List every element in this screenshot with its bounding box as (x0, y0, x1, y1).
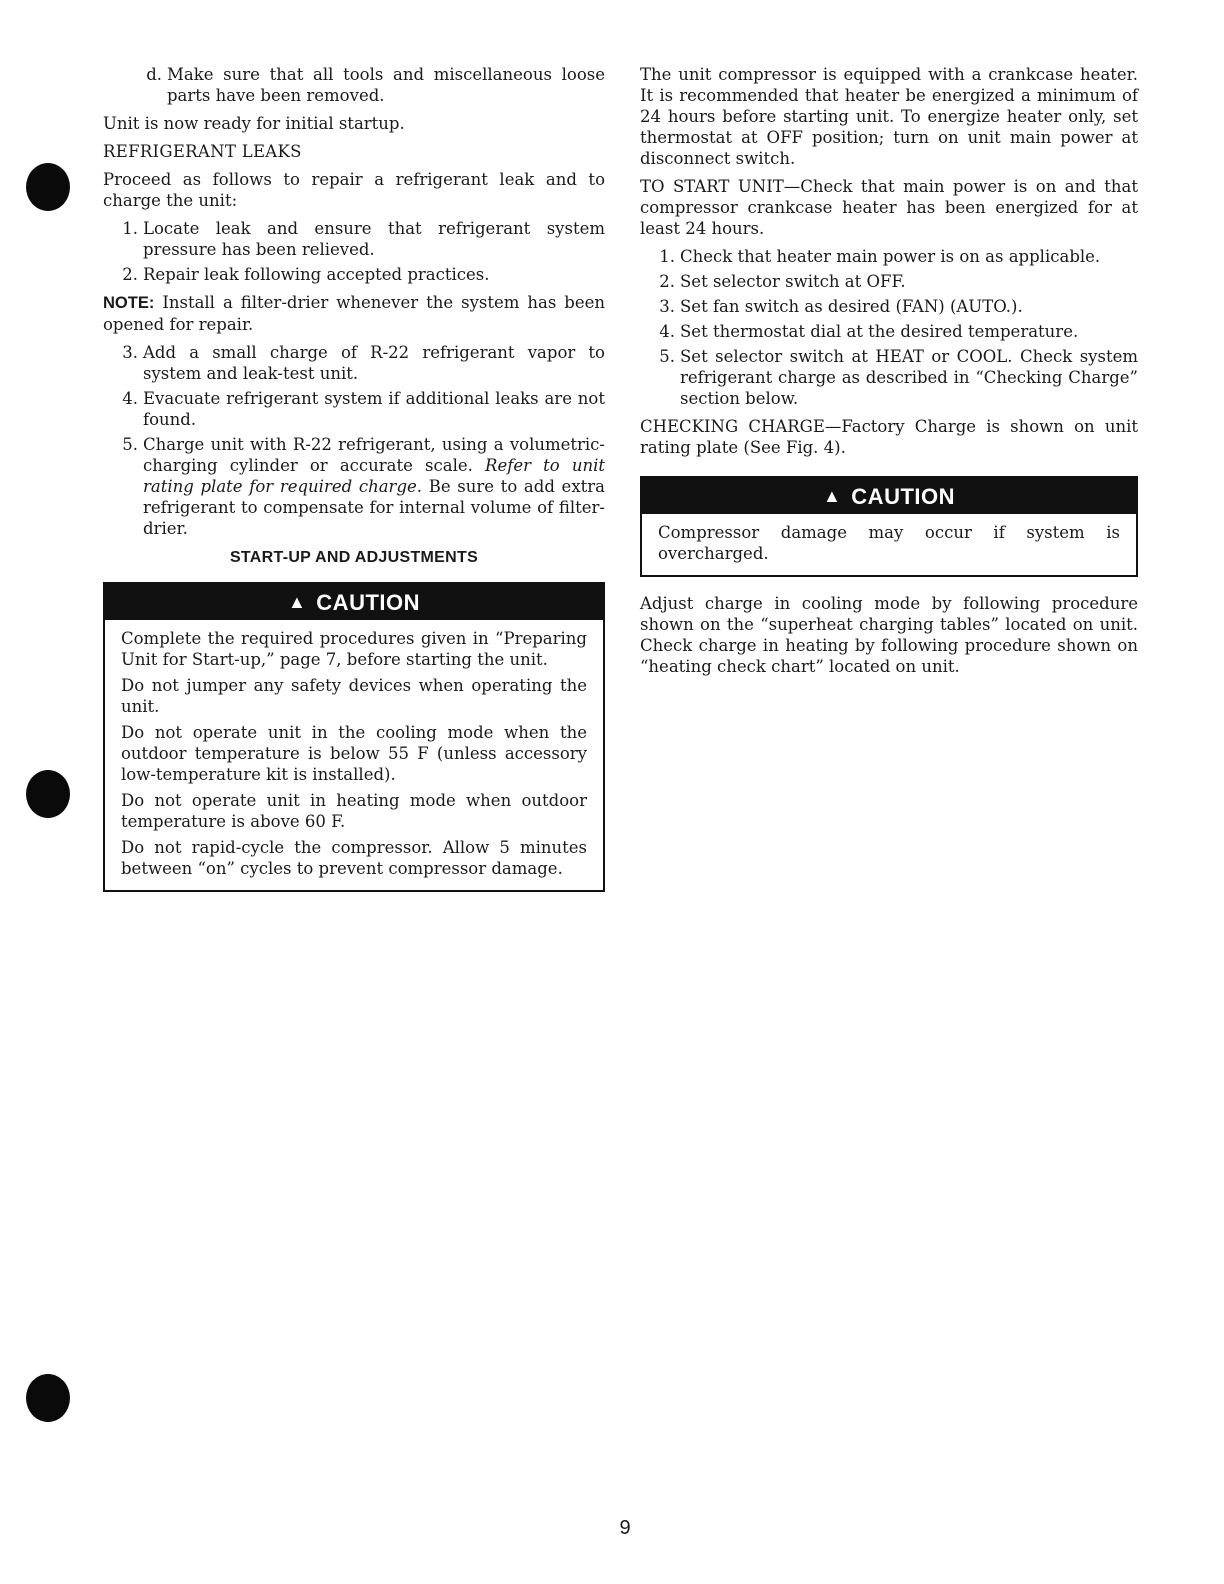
step-text: Set selector switch at OFF. (680, 272, 906, 291)
step5-text-pre: Charge unit with R-22 refrigerant, using a volumetric-charging cylinder or accurate scale. (143, 435, 605, 475)
start-steps (640, 246, 1138, 409)
item-d-number: d. (146, 65, 162, 84)
step-number: 5. (659, 347, 675, 366)
step-text: Add a small charge of R-22 refrigerant vapor to system and leak-test unit. (143, 343, 605, 383)
crankcase-text: The unit compressor is equipped with a crankcase heater. It is recommended that heater be energized a minimum of 24 hours before starting unit. To energize heater only, set thermostat at OFF position; turn on unit main power at disconnect switch. (640, 65, 1138, 168)
to-start-text: TO START UNIT—Check that main power is on and that compressor crankcase heater has been energized for at least 24 hours. (640, 177, 1138, 238)
list-item (640, 321, 1138, 342)
hole-punch-middle (26, 770, 70, 818)
step-text: Locate leak and ensure that refrigerant system pressure has been relieved. (143, 219, 605, 259)
caution-body (105, 620, 603, 890)
list-item (103, 264, 605, 285)
hole-punch-top (26, 163, 70, 211)
step-text: Repair leak following accepted practices. (143, 265, 490, 284)
checking-charge-text: CHECKING CHARGE—Factory Charge is shown on unit rating plate (See Fig. 4). (640, 417, 1138, 457)
startup-heading: START-UP AND ADJUSTMENTS (229, 549, 479, 566)
step-number: 1. (122, 219, 138, 238)
caution-paragraph: Compressor damage may occur if system is overcharged. (658, 523, 1120, 563)
caution-title: CAUTION (316, 589, 421, 615)
refrigerant-leaks-heading: REFRIGERANT LEAKS (103, 142, 302, 161)
list-item (640, 346, 1138, 409)
step-text: Evacuate refrigerant system if additional leaks are not found. (143, 389, 605, 429)
step-number: 2. (122, 265, 138, 284)
step-number: 1. (659, 247, 675, 266)
list-item (103, 388, 605, 430)
step-number: 4. (659, 322, 675, 341)
step5-text-italic: Refer to unit rating plate for required charge. (143, 456, 606, 496)
list-item (103, 218, 605, 260)
step5-text-post: Be sure to add extra refrigerant to compensate for internal volume of filter-drier. (143, 477, 605, 538)
caution-body (642, 514, 1136, 575)
caution-paragraph: Do not jumper any safety devices when operating the unit. (121, 676, 587, 716)
step-number: 3. (659, 297, 675, 316)
step-number: 4. (122, 389, 138, 408)
caution-box-right (640, 476, 1138, 577)
page-number: 9 (619, 1517, 631, 1539)
adjust-charge-text: Adjust charge in cooling mode by following procedure shown on the “superheat charging tables” located on unit. Check charge in heating by following procedure shown on “heating check chart” located on unit. (640, 594, 1138, 676)
list-item (640, 246, 1138, 267)
caution-title: CAUTION (851, 483, 956, 509)
note-label: NOTE: (103, 294, 155, 312)
step-number: 3. (122, 343, 138, 362)
caution-header (642, 478, 1136, 514)
caution-paragraph: Do not operate unit in the cooling mode when the outdoor temperature is below 55 F (unless accessory low-temperature kit is installed). (121, 723, 587, 784)
ready-text: Unit is now ready for initial startup. (103, 114, 405, 133)
list-item (640, 271, 1138, 292)
warning-triangle-icon: ▲ (287, 591, 307, 612)
caution-paragraph: Do not rapid-cycle the compressor. Allow 5 minutes between “on” cycles to prevent compressor damage. (121, 838, 587, 878)
item-d-text: Make sure that all tools and miscellaneous loose parts have been removed. (167, 65, 605, 105)
right-column (640, 64, 1138, 684)
step-text: Set selector switch at HEAT or COOL. Check system refrigerant charge as described in “Checking Charge” section below. (680, 347, 1138, 408)
leak-steps-b (103, 342, 605, 539)
caution-paragraph: Complete the required procedures given in “Preparing Unit for Start-up,” page 7, before starting the unit. (121, 629, 587, 669)
proceed-text: Proceed as follows to repair a refrigerant leak and to charge the unit: (103, 170, 605, 210)
caution-box-left (103, 582, 605, 892)
warning-triangle-icon: ▲ (822, 485, 842, 506)
step-text (143, 434, 605, 539)
caution-paragraph: Do not operate unit in heating mode when outdoor temperature is above 60 F. (121, 791, 587, 831)
left-column (103, 64, 605, 892)
step-text: Set thermostat dial at the desired temperature. (680, 322, 1079, 341)
leak-steps-a (103, 218, 605, 285)
note-text: Install a filter-drier whenever the system has been opened for repair. (103, 293, 605, 334)
step-number: 5. (122, 435, 138, 454)
caution-header (105, 584, 603, 620)
step-text: Set fan switch as desired (FAN) (AUTO.). (680, 297, 1023, 316)
hole-punch-bottom (26, 1374, 70, 1422)
list-item (103, 342, 605, 384)
item-d (103, 64, 605, 106)
list-item (640, 296, 1138, 317)
step-number: 2. (659, 272, 675, 291)
step-text: Check that heater main power is on as applicable. (680, 247, 1101, 266)
note (103, 292, 605, 335)
list-item (103, 434, 605, 539)
